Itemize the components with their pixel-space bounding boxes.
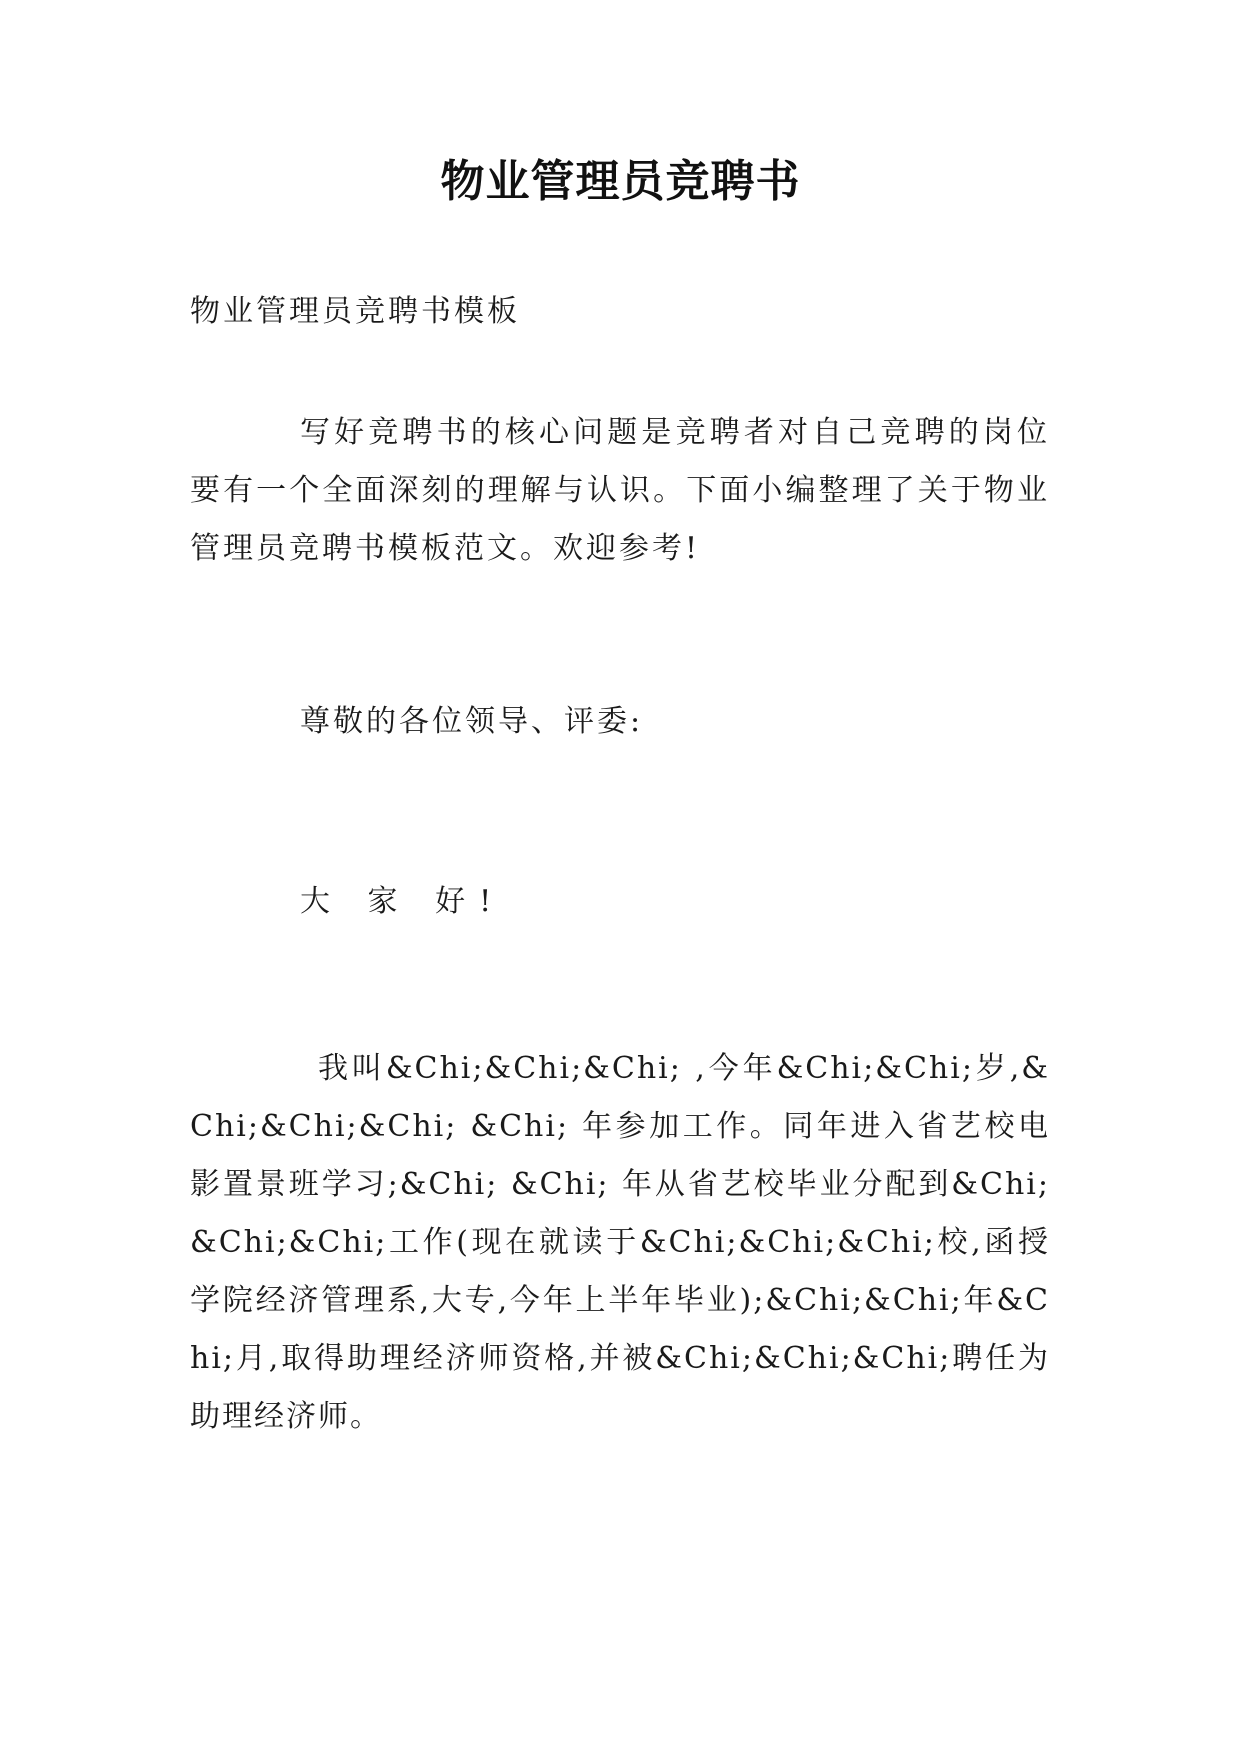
intro-paragraph: 写好竞聘书的核心问题是竞聘者对自己竞聘的岗位要有一个全面深刻的理解与认识。下面小编整理了关于物业管理员竞聘书模板范文。欢迎参考!: [190, 415, 1050, 566]
body-paragraph: 我叫&Chi;&Chi;&Chi; ,今年&Chi;&Chi;岁,&Chi;&Chi;&Chi; &Chi; 年参加工作。同年进入省艺校电影置景班学习;&Chi; &Chi; 年从省艺校毕业分配到&Chi;&Chi;&Chi;工作(现在就读于&Chi;&Chi;&Chi;校,函授学院经济管理系,大专,今年上半年毕业);&Chi;&Chi;年&Chi;月,取得助理经济师资格,并被&Chi;&Chi;&Chi;聘任为助理经济师。: [190, 1051, 1050, 1434]
document-title: 物业管理员竞聘书: [440, 156, 801, 207]
salutation-line: 尊敬的各位领导、评委:: [300, 704, 644, 739]
greeting-line: 大 家 好!: [300, 884, 506, 919]
document-subtitle: 物业管理员竞聘书模板: [190, 294, 520, 329]
